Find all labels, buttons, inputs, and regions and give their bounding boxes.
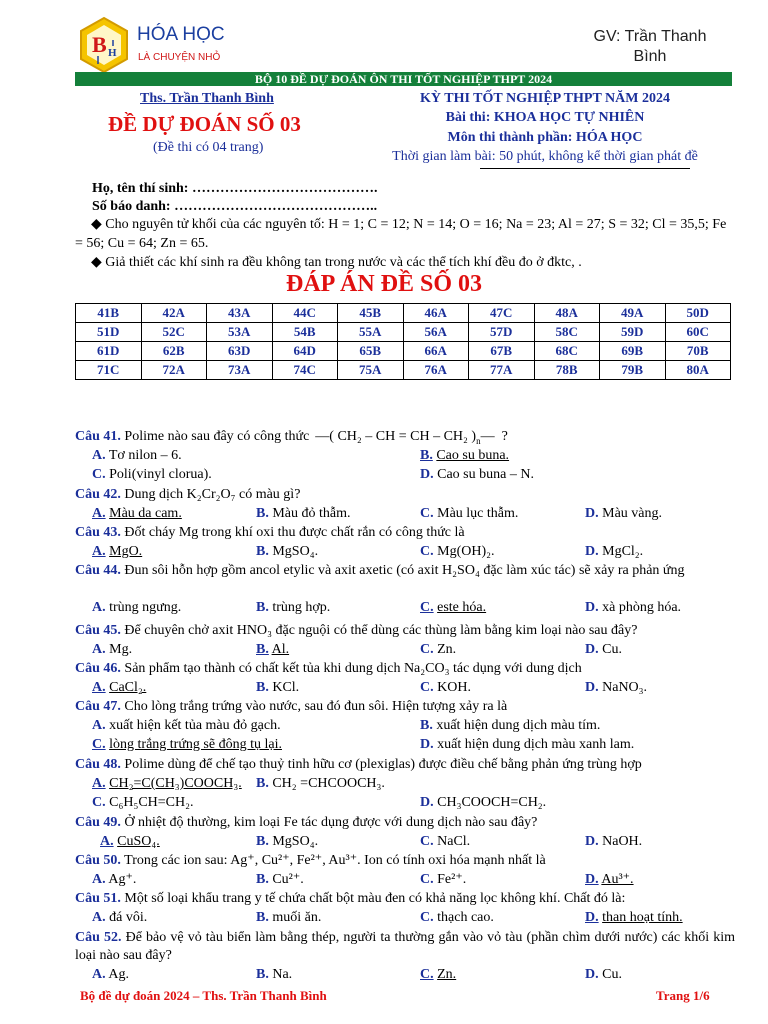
answer-option	[92, 736, 282, 754]
option-text: Mg.	[109, 642, 133, 657]
question-text: Trong các ion sau: Ag⁺, Cu²⁺, Fe²⁺, Au³⁺. Ion có tính oxi hóa mạnh nhất là	[124, 853, 546, 868]
page-number: Trang 1/6	[656, 988, 710, 1003]
answer-cell: 45B	[338, 304, 404, 323]
option-letter: A.	[100, 834, 114, 849]
answer-cell: 51D	[76, 323, 142, 342]
answer-cell: 64D	[272, 342, 338, 361]
option-text: KCl.	[272, 680, 300, 695]
answer-cell: 78B	[534, 361, 600, 380]
answer-option	[420, 909, 494, 927]
option-letter: D.	[585, 910, 599, 925]
option-letter: B.	[420, 718, 433, 733]
question-stem	[75, 486, 735, 504]
question-number: Câu 41.	[75, 429, 121, 444]
option-letter: C.	[420, 872, 434, 887]
bond-line: —(	[315, 429, 334, 444]
option-letter: C.	[92, 467, 106, 482]
answer-option	[420, 505, 518, 523]
answer-option	[92, 447, 182, 465]
option-letter: D.	[420, 737, 434, 752]
option-letter: D.	[420, 467, 434, 482]
option-text: NaNO₃.	[602, 680, 648, 695]
answer-option	[585, 833, 642, 851]
answer-option	[420, 641, 456, 659]
answer-option	[256, 775, 385, 793]
answer-option	[92, 966, 129, 984]
answer-cell: 58C	[534, 323, 600, 342]
option-letter: A.	[92, 718, 106, 733]
option-letter: A.	[92, 448, 106, 463]
answer-cell: 80A	[665, 361, 731, 380]
option-text: xuất hiện dung dịch màu xanh lam.	[437, 737, 635, 752]
answer-cell: 42A	[141, 304, 207, 323]
answer-option	[92, 909, 147, 927]
option-text: Cu.	[602, 642, 622, 657]
question-stem	[75, 852, 735, 870]
option-text: Ag⁺.	[108, 872, 137, 887]
answer-cell: 54B	[272, 323, 338, 342]
question-stem	[75, 524, 735, 542]
option-letter: D.	[585, 506, 599, 521]
option-letter: A.	[92, 776, 106, 791]
gas-note: ◆ Giả thiết các khí sinh ra đều không tan trong nước và các thể tích khí đều đo ở đktc, .	[91, 255, 582, 270]
answer-cell: 46A	[403, 304, 469, 323]
option-letter: B.	[256, 967, 269, 982]
answer-cell: 41B	[76, 304, 142, 323]
option-text: CuSO₄.	[117, 834, 160, 849]
answer-option	[420, 736, 634, 754]
question-text: Một số loại khẩu trang y tế chứa chất bột màu đen có khả năng lọc không khí. Chất đó là:	[124, 891, 626, 906]
option-letter: B.	[420, 448, 433, 463]
option-text: este hóa.	[437, 600, 487, 615]
question-number: Câu 42.	[75, 487, 121, 502]
candidate-name-line: Họ, tên thí sinh: ………………………………….	[92, 181, 378, 196]
answer-cell: 50D	[665, 304, 731, 323]
answer-cell: 77A	[469, 361, 535, 380]
series-banner: BỘ 10 ĐỀ DỰ ĐOÁN ÔN THI TỐT NGHIỆP THPT 2024	[75, 72, 732, 86]
question-text: Polime nào sau đây có công thức	[124, 429, 310, 444]
answer-option	[100, 833, 160, 851]
option-text: Tơ nilon – 6.	[108, 448, 182, 463]
answer-option	[256, 679, 299, 697]
answer-cell: 43A	[207, 304, 273, 323]
answer-option	[585, 909, 683, 927]
option-letter: B.	[256, 544, 269, 559]
answer-option	[585, 641, 622, 659]
answer-option	[92, 775, 242, 793]
option-letter: B.	[256, 910, 269, 925]
option-letter: C.	[420, 910, 434, 925]
option-letter: B.	[256, 600, 269, 615]
option-text: lòng trắng trứng sẽ đông tụ lại.	[109, 737, 282, 752]
option-letter: C.	[420, 544, 434, 559]
svg-text:B: B	[92, 32, 107, 57]
option-text: MgSO₄.	[272, 544, 319, 559]
option-letter: D.	[585, 872, 599, 887]
answer-option	[420, 466, 534, 484]
option-letter: C.	[420, 834, 434, 849]
question-number: Câu 50.	[75, 853, 121, 868]
option-text: Cu.	[602, 967, 622, 982]
question-tail: ?	[501, 429, 508, 444]
answer-option	[420, 871, 466, 889]
bullet-icon: ◆	[91, 255, 106, 270]
svg-text:H: H	[108, 47, 117, 59]
option-letter: A.	[92, 642, 106, 657]
pages-note: (Đề thi có 04 trang)	[153, 140, 264, 155]
option-letter: C.	[92, 737, 106, 752]
option-text: Zn.	[437, 967, 457, 982]
answer-cell: 53A	[207, 323, 273, 342]
answer-option	[92, 505, 182, 523]
option-letter: A.	[92, 967, 106, 982]
question-number: Câu 45.	[75, 623, 121, 638]
answer-option	[420, 679, 471, 697]
option-text: CH₂ =CHCOOCH₃.	[272, 776, 385, 791]
answer-row	[76, 361, 731, 380]
answer-option	[92, 679, 146, 697]
polymer-formula	[315, 429, 508, 444]
option-text: Al.	[271, 642, 290, 657]
answer-option	[256, 543, 318, 561]
divider	[480, 168, 690, 169]
answer-option	[92, 717, 281, 735]
answer-option	[256, 966, 292, 984]
option-text: MgSO₄.	[272, 834, 319, 849]
bond-line: )	[471, 429, 477, 444]
answer-cell: 47C	[469, 304, 535, 323]
question-number: Câu 51.	[75, 891, 121, 906]
option-text: trùng ngưng.	[109, 600, 182, 615]
teacher-name: GV: Trần Thanh Bình	[593, 28, 707, 65]
answer-option	[420, 966, 456, 984]
option-text: Màu lục thẫm.	[437, 506, 519, 521]
answer-cell: 61D	[76, 342, 142, 361]
answer-cell: 65B	[338, 342, 404, 361]
answer-option	[585, 679, 647, 697]
option-letter: D.	[585, 642, 599, 657]
answer-key-title: ĐÁP ÁN ĐỀ SỐ 03	[285, 271, 483, 297]
author-name: Ths. Trần Thanh Bình	[140, 91, 274, 106]
option-text: KOH.	[437, 680, 471, 695]
option-text: Zn.	[437, 642, 457, 657]
option-letter: A.	[92, 872, 106, 887]
option-text: CaCl₂.	[109, 680, 147, 695]
option-text: MgO.	[109, 544, 143, 559]
answer-cell: 69B	[600, 342, 666, 361]
exam-name: KỲ THI TỐT NGHIỆP THPT NĂM 2024	[420, 91, 670, 106]
answer-cell: 49A	[600, 304, 666, 323]
option-letter: D.	[585, 600, 599, 615]
answer-cell: 76A	[403, 361, 469, 380]
option-letter: D.	[585, 834, 599, 849]
logo-text: HÓA HỌC	[137, 24, 225, 45]
question-stem	[75, 756, 735, 774]
formula-subscript: n	[476, 435, 481, 446]
question-text: Cho lòng trắng trứng vào nước, sau đó đun sôi. Hiện tượng xảy ra là	[124, 699, 508, 714]
question-number: Câu 52.	[75, 930, 122, 945]
option-text: Cao su buna.	[436, 448, 510, 463]
option-letter: D.	[420, 795, 434, 810]
answer-cell: 68C	[534, 342, 600, 361]
option-letter: C.	[420, 967, 434, 982]
answer-cell: 48A	[534, 304, 600, 323]
question-text: Đốt cháy Mg trong khí oxi thu được chất rắn có công thức là	[124, 525, 465, 540]
answer-option	[256, 871, 304, 889]
option-letter: D.	[585, 967, 599, 982]
answer-cell: 66A	[403, 342, 469, 361]
answer-cell: 79B	[600, 361, 666, 380]
answer-option	[420, 599, 486, 617]
option-letter: A.	[92, 506, 106, 521]
option-text: MgCl₂.	[602, 544, 644, 559]
option-letter: C.	[420, 642, 434, 657]
answer-option	[256, 909, 321, 927]
candidate-id-line: Số báo danh: ……………………………………..	[92, 199, 378, 214]
option-text: Au³⁺.	[601, 872, 634, 887]
answer-option	[420, 543, 495, 561]
option-text: than hoạt tính.	[602, 910, 683, 925]
answer-option	[585, 599, 681, 617]
option-letter: C.	[420, 506, 434, 521]
answer-cell: 44C	[272, 304, 338, 323]
option-text: đá vôi.	[109, 910, 148, 925]
answer-cell: 75A	[338, 361, 404, 380]
answer-option	[92, 794, 194, 812]
footer-left: Bộ đề dự đoán 2024 – Ths. Trần Thanh Bình	[80, 988, 327, 1003]
answer-cell: 55A	[338, 323, 404, 342]
option-letter: A.	[92, 600, 106, 615]
answer-key-table	[75, 303, 731, 380]
option-text: NaCl.	[437, 834, 471, 849]
answer-row	[76, 342, 731, 361]
option-letter: B.	[256, 506, 269, 521]
question-number: Câu 48.	[75, 757, 121, 772]
option-letter: D.	[585, 544, 599, 559]
time-limit: Thời gian làm bài: 50 phút, không kể thời gian phát đề	[392, 149, 698, 164]
question-number: Câu 43.	[75, 525, 121, 540]
question-text: Đun sôi hỗn hợp gồm ancol etylic và axit axetic (có axit H₂SO₄ đặc làm xúc tác) sẽ xảy ra phản ứng	[124, 563, 685, 578]
option-text: xuất hiện kết tủa màu đỏ gạch.	[109, 718, 281, 733]
answer-cell: 57D	[469, 323, 535, 342]
logo	[78, 16, 130, 74]
answer-row	[76, 323, 731, 342]
option-letter: D.	[585, 680, 599, 695]
answer-option	[256, 833, 318, 851]
question-number: Câu 46.	[75, 661, 121, 676]
answer-row	[76, 304, 731, 323]
option-letter: C.	[420, 680, 434, 695]
answer-cell: 59D	[600, 323, 666, 342]
question-number: Câu 47.	[75, 699, 121, 714]
answer-cell: 56A	[403, 323, 469, 342]
question-stem	[75, 660, 735, 678]
answer-option	[92, 543, 142, 561]
option-text: xuất hiện dung dịch màu tím.	[436, 718, 601, 733]
option-text: CH₃COOCH=CH₂.	[437, 795, 547, 810]
subject-group: Bài thi: KHOA HỌC TỰ NHIÊN	[445, 110, 645, 125]
bullet-icon: ◆	[91, 217, 106, 232]
exam-title: ĐỀ DỰ ĐOÁN SỐ 03	[108, 112, 301, 136]
option-letter: C.	[420, 600, 434, 615]
answer-cell: 74C	[272, 361, 338, 380]
option-text: muối ăn.	[272, 910, 322, 925]
question-text: Sản phẩm tạo thành có chất kết tủa khi dung dịch Na₂CO₃ tác dụng với dung dịch	[124, 661, 582, 676]
answer-option	[92, 871, 136, 889]
answer-cell: 70B	[665, 342, 731, 361]
option-text: Na.	[272, 967, 293, 982]
option-text: Màu da cam.	[109, 506, 182, 521]
question-stem	[75, 698, 735, 716]
option-text: Poli(vinyl clorua).	[109, 467, 212, 482]
option-letter: B.	[256, 834, 269, 849]
answer-cell: 60C	[665, 323, 731, 342]
formula-text: CH₂ – CH = CH – CH₂	[337, 429, 468, 444]
option-letter: A.	[92, 544, 106, 559]
question-text: Để bảo vệ vỏ tàu biển làm bằng thép, người ta thường gắn vào vỏ tàu (phần chìm dưới nước) các khối kim loại nào sau đây?	[75, 930, 736, 963]
option-text: trùng hợp.	[272, 600, 331, 615]
answer-option	[256, 641, 289, 659]
question-text: Polime dùng để chế tạo thuỷ tinh hữu cơ (plexiglas) được điều chế bằng phản ứng trùng hợp	[124, 757, 642, 772]
option-letter: B.	[256, 872, 269, 887]
option-text: Màu đỏ thẫm.	[272, 506, 351, 521]
option-text: thạch cao.	[437, 910, 494, 925]
question-stem	[75, 622, 735, 640]
question-text: Dung dịch K₂Cr₂O₇ có màu gì?	[124, 487, 301, 502]
question-stem	[75, 929, 735, 965]
question-stem	[75, 890, 735, 908]
question-stem	[75, 562, 735, 580]
answer-option	[585, 505, 662, 523]
option-letter: C.	[92, 795, 106, 810]
answer-option	[92, 466, 212, 484]
bond-line: —	[480, 429, 495, 444]
option-letter: B.	[256, 776, 269, 791]
option-text: Cao su buna – N.	[437, 467, 534, 482]
answer-option	[585, 966, 622, 984]
answer-cell: 67B	[469, 342, 535, 361]
answer-cell: 73A	[207, 361, 273, 380]
answer-option	[256, 505, 351, 523]
option-letter: A.	[92, 910, 106, 925]
atomic-mass-note: ◆ Cho nguyên tử khối của các nguyên tố: H = 1; C = 12; N = 14; O = 16; Na = 23; Al = 27; S = 32; Cl = 35,5; Fe = 56; Cu = 64; Zn = 65.	[75, 217, 727, 251]
option-text: Fe²⁺.	[437, 872, 467, 887]
option-text: Ag.	[108, 967, 129, 982]
option-text: C₆H₅CH=CH₂.	[109, 795, 194, 810]
option-text: CH₂=C(CH₃)COOCH₃.	[109, 776, 242, 791]
answer-cell: 52C	[141, 323, 207, 342]
option-text: Màu vàng.	[602, 506, 663, 521]
option-letter: B.	[256, 680, 269, 695]
subject: Môn thi thành phần: HÓA HỌC	[447, 130, 643, 145]
option-text: NaOH.	[602, 834, 643, 849]
answer-option	[420, 717, 600, 735]
option-letter: B.	[256, 642, 269, 657]
answer-option	[585, 871, 634, 889]
answer-option	[585, 543, 643, 561]
answer-option	[92, 641, 132, 659]
option-letter: A.	[92, 680, 106, 695]
answer-cell: 71C	[76, 361, 142, 380]
answer-option	[92, 599, 181, 617]
answer-cell: 63D	[207, 342, 273, 361]
question-stem	[75, 814, 735, 832]
answer-option	[256, 599, 330, 617]
question-number: Câu 44.	[75, 563, 121, 578]
option-text: Cu²⁺.	[272, 872, 304, 887]
answer-cell: 62B	[141, 342, 207, 361]
answer-option	[420, 794, 546, 812]
answer-cell: 72A	[141, 361, 207, 380]
question-text: Để chuyên chở axit HNO₃ đặc nguội có thể dùng các thùng làm bằng kim loại nào sau đây?	[124, 623, 638, 638]
answer-option	[420, 447, 509, 465]
logo-subtext: LÀ CHUYỆN NHỎ	[138, 52, 221, 63]
question-text: Ở nhiệt độ thường, kim loại Fe tác dụng được với dung dịch nào sau đây?	[124, 815, 538, 830]
option-text: xà phòng hóa.	[602, 600, 682, 615]
option-text: Mg(OH)₂.	[437, 544, 495, 559]
answer-option	[420, 833, 470, 851]
question-number: Câu 49.	[75, 815, 121, 830]
